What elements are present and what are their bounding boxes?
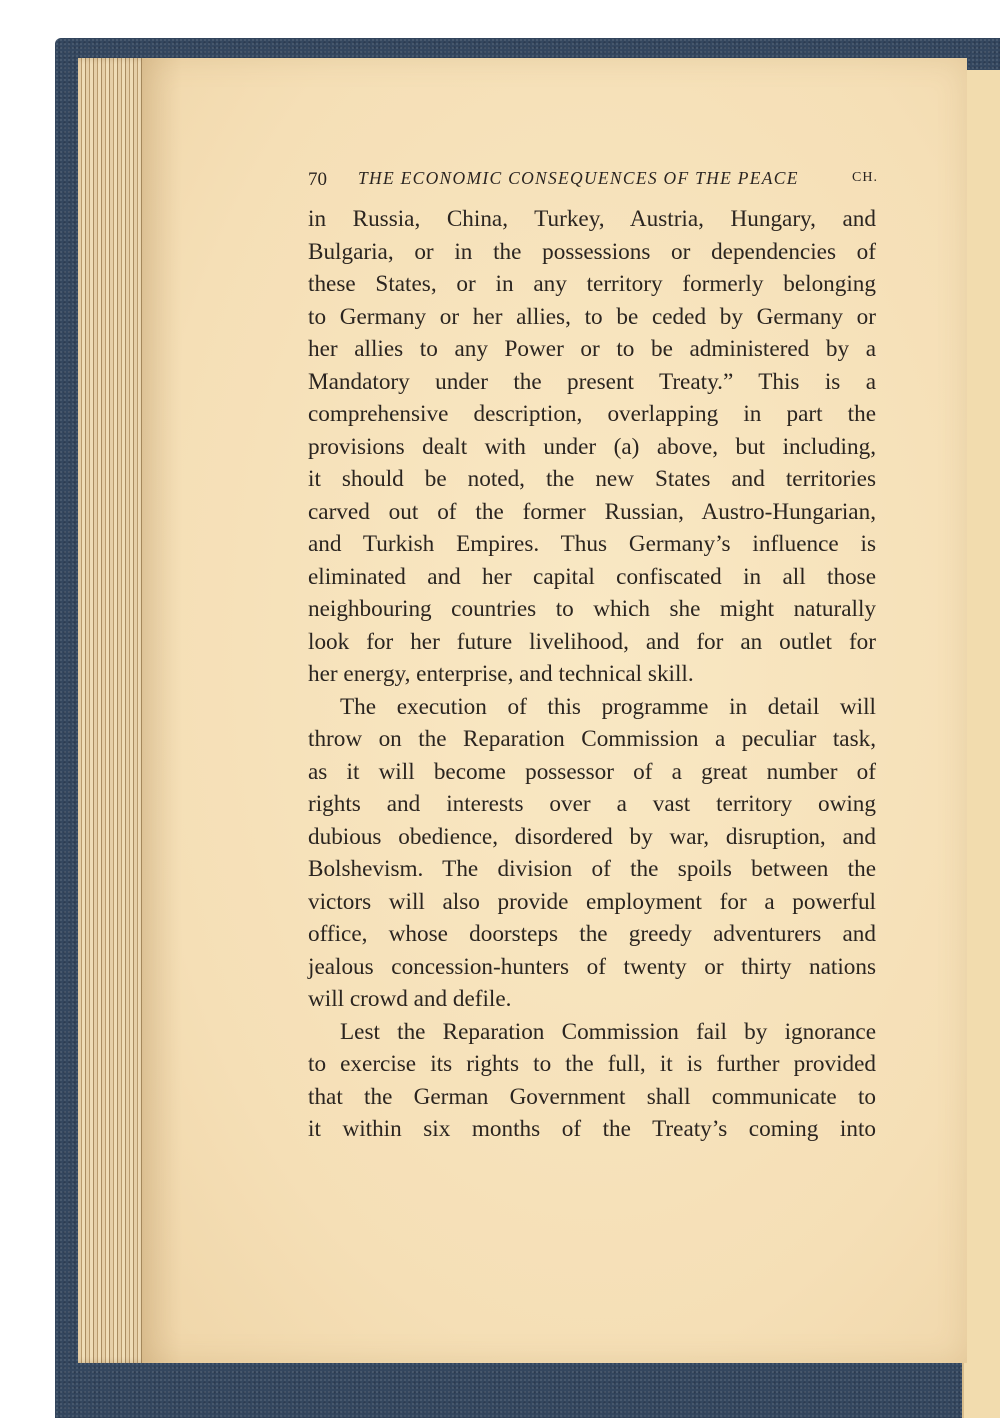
book-title: THE ECONOMIC CONSEQUENCES OF THE PEACE [358,168,799,188]
text-line: these States, or in any territory formerly belonging [308,271,876,297]
text-line: look for her future livelihood, and for an outlet for [308,628,876,655]
text-line: to Germany or her allies, to be ceded by Germany or [308,303,876,330]
text-line: her energy, enterprise, and technical skill. [308,661,694,687]
text-line: jealous concession-hunters of twenty or thirty nations [308,953,876,980]
text-line: carved out of the former Russian, Austro-Hungarian, [308,498,876,525]
text-line: dubious obedience, disordered by war, disruption, and [308,823,876,850]
text-line: rights and interests over a vast territory owing [308,791,876,817]
text-line: in Russia, China, Turkey, Austria, Hungary, and [308,206,876,232]
text-line: Bulgaria, or in the possessions or dependencies of [308,238,876,265]
text-line: throw on the Reparation Commission a peculiar task, [308,726,876,752]
text-line: it should be noted, the new States and territories [308,466,876,492]
paragraph-start-line: The execution of this programme in detail will [340,693,876,720]
text-line: eliminated and her capital confiscated in all those [308,563,876,590]
text-line: provisions dealt with under (a) above, but including, [308,433,876,460]
text-line: office, whose doorsteps the greedy adventurers and [308,921,876,947]
text-line: it within six months of the Treaty’s coming into [308,1116,876,1142]
text-line: Mandatory under the present Treaty.” This is a [308,368,876,395]
text-line: comprehensive description, overlapping in part the [308,401,876,427]
running-head [308,168,878,192]
paragraph-start-line: Lest the Reparation Commission fail by ignorance [340,1018,876,1045]
body-text [308,203,876,1146]
text-line: victors will also provide employment for a powerful [308,888,876,915]
text-line: and Turkish Empires. Thus Germany’s influence is [308,531,876,557]
text-line: neighbouring countries to which she might naturally [308,596,876,622]
text-line: will crowd and defile. [308,986,512,1012]
text-line: Bolshevism. The division of the spoils between the [308,856,876,882]
text-line: her allies to any Power or to be administered by a [308,336,876,362]
chapter-abbreviation: CH. [852,170,878,185]
page-number: 70 [308,169,327,190]
page-edges [78,58,148,1363]
text-line: as it will become possessor of a great number of [308,758,876,785]
text-line: that the German Government shall communicate to [308,1083,876,1110]
next-page-edge [962,70,1000,1418]
text-line: to exercise its rights to the full, it is further provided [308,1051,876,1077]
